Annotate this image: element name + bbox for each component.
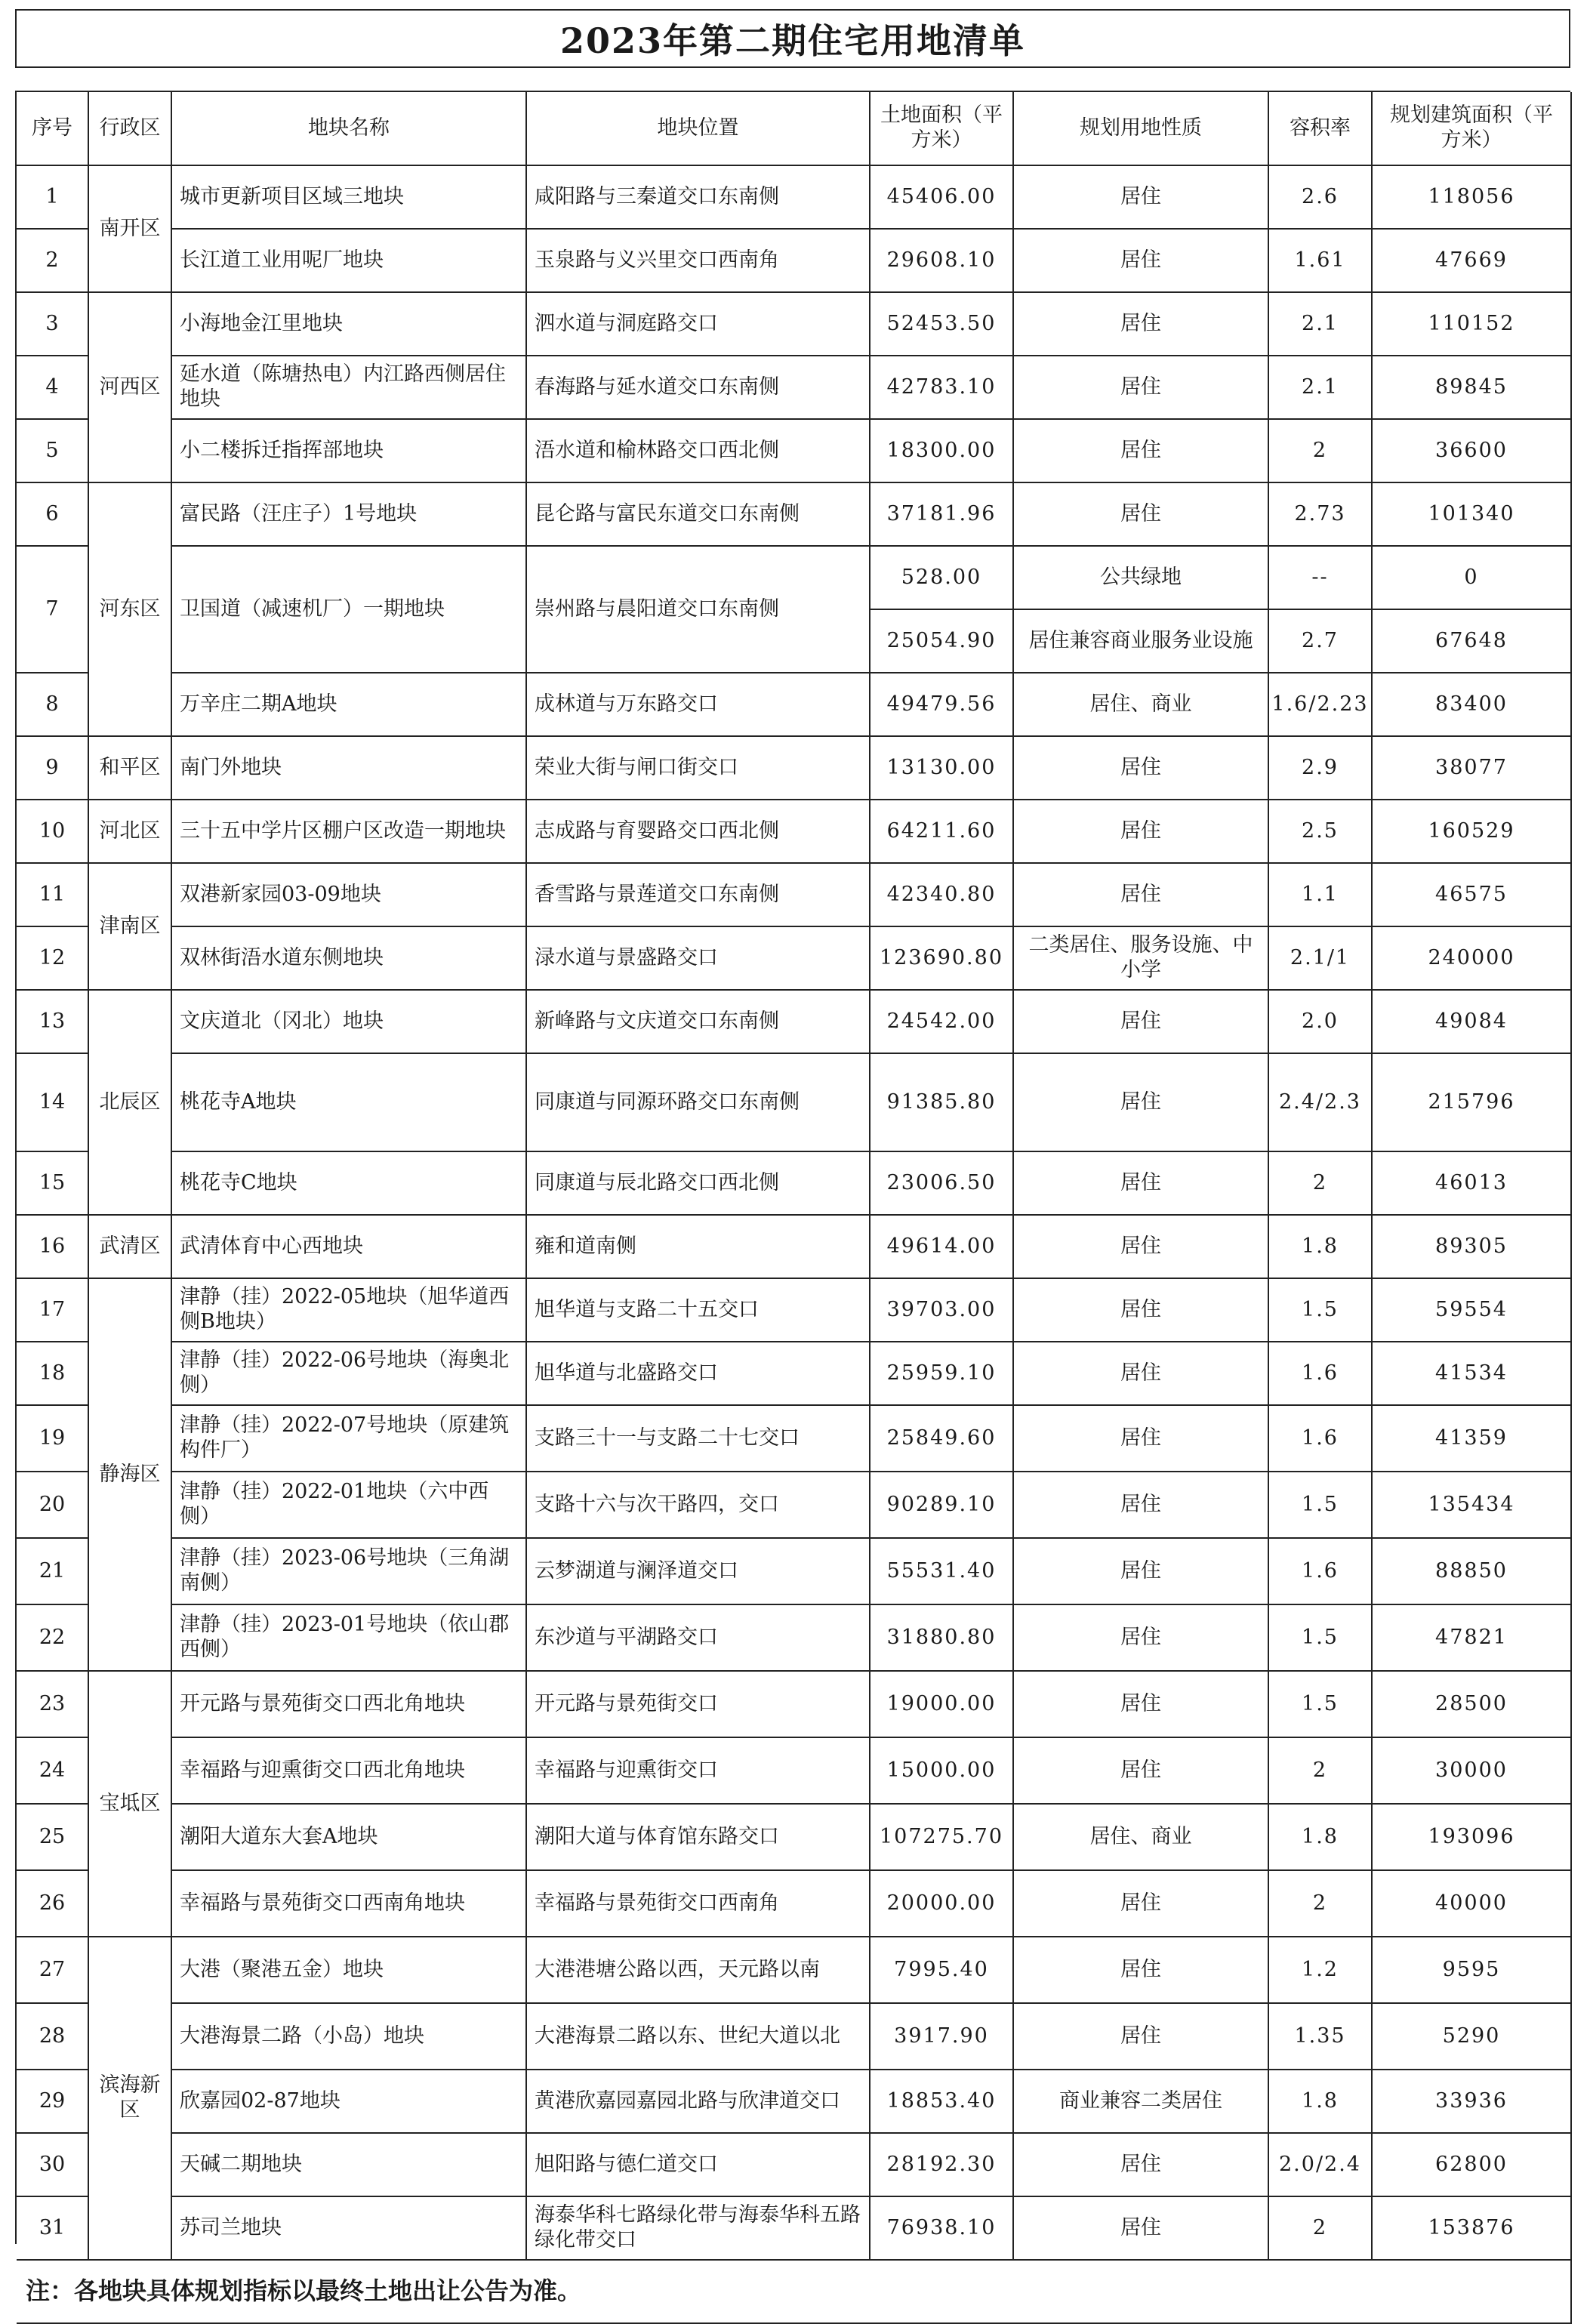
cell-building-area: 9595 bbox=[1373, 1937, 1572, 2004]
header-seq: 序号 bbox=[17, 92, 89, 166]
cell-parcel-name: 津静（挂）2023-01号地块（依山郡西侧） bbox=[172, 1605, 527, 1672]
cell-seq: 21 bbox=[17, 1539, 89, 1605]
cell-location: 昆仑路与富民东道交口东南侧 bbox=[527, 483, 870, 547]
cell-building-area: 47821 bbox=[1373, 1605, 1572, 1672]
district-cell: 河东区 bbox=[89, 483, 172, 737]
cell-seq: 30 bbox=[17, 2134, 89, 2197]
district-cell: 武清区 bbox=[89, 1216, 172, 1279]
cell-land-area: 18853.40 bbox=[870, 2070, 1014, 2134]
cell-seq: 14 bbox=[17, 1054, 89, 1152]
cell-land-area: 7995.40 bbox=[870, 1937, 1014, 2004]
cell-parcel-name: 幸福路与迎熏街交口西北角地块 bbox=[172, 1738, 527, 1805]
cell-building-area: 40000 bbox=[1373, 1871, 1572, 1937]
cell-seq: 15 bbox=[17, 1152, 89, 1216]
cell-far: 2.7 bbox=[1269, 610, 1373, 673]
cell-building-area: 88850 bbox=[1373, 1539, 1572, 1605]
cell-far: 1.5 bbox=[1269, 1672, 1373, 1738]
cell-far: 1.5 bbox=[1269, 1279, 1373, 1342]
cell-parcel-name: 南门外地块 bbox=[172, 737, 527, 800]
cell-building-area: 215796 bbox=[1373, 1054, 1572, 1152]
cell-far: 2.6 bbox=[1269, 166, 1373, 230]
cell-location: 同康道与辰北路交口西北侧 bbox=[527, 1152, 870, 1216]
cell-building-area: 135434 bbox=[1373, 1472, 1572, 1539]
cell-parcel-name: 武清体育中心西地块 bbox=[172, 1216, 527, 1279]
cell-land-use: 居住 bbox=[1014, 1216, 1269, 1279]
cell-building-area: 41534 bbox=[1373, 1342, 1572, 1406]
cell-parcel-name: 长江道工业用呢厂地块 bbox=[172, 230, 527, 293]
cell-far: 1.2 bbox=[1269, 1937, 1373, 2004]
page-title: 2023年第二期住宅用地清单 bbox=[15, 9, 1570, 68]
cell-parcel-name: 卫国道（减速机厂）一期地块 bbox=[172, 547, 527, 673]
cell-building-area: 101340 bbox=[1373, 483, 1572, 547]
cell-parcel-name: 桃花寺A地块 bbox=[172, 1054, 527, 1152]
cell-land-area: 107275.70 bbox=[870, 1805, 1014, 1871]
cell-seq: 23 bbox=[17, 1672, 89, 1738]
cell-land-area: 91385.80 bbox=[870, 1054, 1014, 1152]
cell-land-area: 123690.80 bbox=[870, 927, 1014, 991]
cell-far: 1.6 bbox=[1269, 1406, 1373, 1472]
cell-land-use: 居住、商业 bbox=[1014, 1805, 1269, 1871]
cell-land-use: 居住 bbox=[1014, 2004, 1269, 2070]
cell-far: -- bbox=[1269, 547, 1373, 610]
cell-land-use: 居住 bbox=[1014, 2197, 1269, 2261]
cell-parcel-name: 潮阳大道东大套A地块 bbox=[172, 1805, 527, 1871]
cell-seq: 10 bbox=[17, 800, 89, 864]
cell-land-use: 居住 bbox=[1014, 293, 1269, 356]
cell-location: 支路三十一与支路二十七交口 bbox=[527, 1406, 870, 1472]
cell-seq: 28 bbox=[17, 2004, 89, 2070]
cell-location: 咸阳路与三秦道交口东南侧 bbox=[527, 166, 870, 230]
cell-land-use: 居住、商业 bbox=[1014, 673, 1269, 737]
header-district: 行政区 bbox=[89, 92, 172, 166]
district-cell: 滨海新区 bbox=[89, 1937, 172, 2261]
cell-land-area: 42783.10 bbox=[870, 356, 1014, 420]
cell-land-use: 居住 bbox=[1014, 2134, 1269, 2197]
cell-location: 成林道与万东路交口 bbox=[527, 673, 870, 737]
cell-seq: 12 bbox=[17, 927, 89, 991]
cell-parcel-name: 万辛庄二期A地块 bbox=[172, 673, 527, 737]
cell-parcel-name: 津静（挂）2022-07号地块（原建筑构件厂） bbox=[172, 1406, 527, 1472]
cell-location: 黄港欣嘉园嘉园北路与欣津道交口 bbox=[527, 2070, 870, 2134]
cell-building-area: 110152 bbox=[1373, 293, 1572, 356]
cell-seq: 6 bbox=[17, 483, 89, 547]
cell-land-use: 居住 bbox=[1014, 420, 1269, 483]
cell-land-area: 19000.00 bbox=[870, 1672, 1014, 1738]
cell-land-area: 52453.50 bbox=[870, 293, 1014, 356]
cell-building-area: 41359 bbox=[1373, 1406, 1572, 1472]
cell-seq: 20 bbox=[17, 1472, 89, 1539]
cell-land-use: 居住 bbox=[1014, 1871, 1269, 1937]
cell-far: 2.73 bbox=[1269, 483, 1373, 547]
cell-land-use: 居住兼容商业服务业设施 bbox=[1014, 610, 1269, 673]
cell-land-area: 23006.50 bbox=[870, 1152, 1014, 1216]
cell-far: 1.35 bbox=[1269, 2004, 1373, 2070]
cell-seq: 26 bbox=[17, 1871, 89, 1937]
cell-land-use: 居住 bbox=[1014, 1539, 1269, 1605]
cell-land-area: 18300.00 bbox=[870, 420, 1014, 483]
cell-far: 2 bbox=[1269, 1871, 1373, 1937]
cell-land-use: 居住 bbox=[1014, 1605, 1269, 1672]
cell-building-area: 30000 bbox=[1373, 1738, 1572, 1805]
cell-far: 1.61 bbox=[1269, 230, 1373, 293]
cell-far: 1.8 bbox=[1269, 2070, 1373, 2134]
cell-land-area: 39703.00 bbox=[870, 1279, 1014, 1342]
cell-land-use: 居住 bbox=[1014, 1672, 1269, 1738]
cell-land-area: 25849.60 bbox=[870, 1406, 1014, 1472]
cell-land-use: 居住 bbox=[1014, 1279, 1269, 1342]
cell-building-area: 240000 bbox=[1373, 927, 1572, 991]
cell-location: 幸福路与迎熏街交口 bbox=[527, 1738, 870, 1805]
cell-building-area: 46575 bbox=[1373, 864, 1572, 927]
cell-parcel-name: 开元路与景苑街交口西北角地块 bbox=[172, 1672, 527, 1738]
cell-seq: 2 bbox=[17, 230, 89, 293]
cell-far: 1.5 bbox=[1269, 1472, 1373, 1539]
cell-seq: 18 bbox=[17, 1342, 89, 1406]
cell-parcel-name: 津静（挂）2023-06号地块（三角湖南侧） bbox=[172, 1539, 527, 1605]
cell-seq: 11 bbox=[17, 864, 89, 927]
cell-location: 同康道与同源环路交口东南侧 bbox=[527, 1054, 870, 1152]
cell-building-area: 33936 bbox=[1373, 2070, 1572, 2134]
cell-land-area: 31880.80 bbox=[870, 1605, 1014, 1672]
cell-building-area: 83400 bbox=[1373, 673, 1572, 737]
cell-seq: 3 bbox=[17, 293, 89, 356]
cell-land-use: 居住 bbox=[1014, 1738, 1269, 1805]
cell-land-area: 49614.00 bbox=[870, 1216, 1014, 1279]
cell-building-area: 160529 bbox=[1373, 800, 1572, 864]
cell-land-area: 15000.00 bbox=[870, 1738, 1014, 1805]
cell-land-area: 528.00 bbox=[870, 547, 1014, 610]
footnote: 注：各地块具体规划指标以最终土地出让公告为准。 bbox=[17, 2261, 1572, 2324]
cell-location: 浯水道和榆林路交口西北侧 bbox=[527, 420, 870, 483]
land-table bbox=[15, 91, 1570, 2306]
cell-seq: 27 bbox=[17, 1937, 89, 2004]
cell-land-area: 20000.00 bbox=[870, 1871, 1014, 1937]
header-location: 地块位置 bbox=[527, 92, 870, 166]
cell-parcel-name: 大港（聚港五金）地块 bbox=[172, 1937, 527, 2004]
cell-land-use: 居住 bbox=[1014, 1342, 1269, 1406]
cell-parcel-name: 津静（挂）2022-05地块（旭华道西侧B地块） bbox=[172, 1279, 527, 1342]
cell-land-use: 居住 bbox=[1014, 991, 1269, 1054]
cell-location: 玉泉路与义兴里交口西南角 bbox=[527, 230, 870, 293]
cell-parcel-name: 小海地金江里地块 bbox=[172, 293, 527, 356]
cell-land-use: 居住 bbox=[1014, 166, 1269, 230]
cell-parcel-name: 双港新家园03-09地块 bbox=[172, 864, 527, 927]
cell-far: 1.8 bbox=[1269, 1805, 1373, 1871]
cell-location: 渌水道与景盛路交口 bbox=[527, 927, 870, 991]
cell-land-area: 55531.40 bbox=[870, 1539, 1014, 1605]
cell-seq: 17 bbox=[17, 1279, 89, 1342]
cell-parcel-name: 津静（挂）2022-01地块（六中西侧） bbox=[172, 1472, 527, 1539]
district-cell: 南开区 bbox=[89, 166, 172, 293]
cell-far: 1.6 bbox=[1269, 1539, 1373, 1605]
cell-land-area: 24542.00 bbox=[870, 991, 1014, 1054]
cell-seq: 25 bbox=[17, 1805, 89, 1871]
cell-seq: 16 bbox=[17, 1216, 89, 1279]
cell-far: 2.4/2.3 bbox=[1269, 1054, 1373, 1152]
district-cell: 宝坻区 bbox=[89, 1672, 172, 1937]
cell-land-use: 公共绿地 bbox=[1014, 547, 1269, 610]
cell-parcel-name: 三十五中学片区棚户区改造一期地块 bbox=[172, 800, 527, 864]
header-far: 容积率 bbox=[1269, 92, 1373, 166]
cell-land-area: 25959.10 bbox=[870, 1342, 1014, 1406]
cell-seq: 13 bbox=[17, 991, 89, 1054]
cell-far: 2 bbox=[1269, 2197, 1373, 2261]
header-use: 规划用地性质 bbox=[1014, 92, 1269, 166]
cell-land-area: 37181.96 bbox=[870, 483, 1014, 547]
cell-location: 泗水道与洞庭路交口 bbox=[527, 293, 870, 356]
district-cell: 和平区 bbox=[89, 737, 172, 800]
cell-location: 春海路与延水道交口东南侧 bbox=[527, 356, 870, 420]
header-name: 地块名称 bbox=[172, 92, 527, 166]
district-cell: 河西区 bbox=[89, 293, 172, 483]
cell-land-area: 76938.10 bbox=[870, 2197, 1014, 2261]
cell-location: 开元路与景苑街交口 bbox=[527, 1672, 870, 1738]
cell-land-use: 居住 bbox=[1014, 864, 1269, 927]
cell-parcel-name: 文庆道北（冈北）地块 bbox=[172, 991, 527, 1054]
cell-seq: 1 bbox=[17, 166, 89, 230]
cell-land-area: 90289.10 bbox=[870, 1472, 1014, 1539]
cell-seq: 19 bbox=[17, 1406, 89, 1472]
cell-land-area: 64211.60 bbox=[870, 800, 1014, 864]
cell-location: 云梦湖道与澜泽道交口 bbox=[527, 1539, 870, 1605]
cell-land-use: 居住 bbox=[1014, 1937, 1269, 2004]
cell-seq: 24 bbox=[17, 1738, 89, 1805]
cell-building-area: 59554 bbox=[1373, 1279, 1572, 1342]
cell-land-use: 二类居住、服务设施、中小学 bbox=[1014, 927, 1269, 991]
cell-far: 2 bbox=[1269, 1738, 1373, 1805]
district-cell: 北辰区 bbox=[89, 991, 172, 1216]
cell-building-area: 36600 bbox=[1373, 420, 1572, 483]
cell-seq: 22 bbox=[17, 1605, 89, 1672]
cell-location: 旭华道与北盛路交口 bbox=[527, 1342, 870, 1406]
cell-location: 大港海景二路以东、世纪大道以北 bbox=[527, 2004, 870, 2070]
cell-land-use: 居住 bbox=[1014, 483, 1269, 547]
cell-far: 1.5 bbox=[1269, 1605, 1373, 1672]
cell-building-area: 67648 bbox=[1373, 610, 1572, 673]
district-cell: 河北区 bbox=[89, 800, 172, 864]
cell-far: 2.0 bbox=[1269, 991, 1373, 1054]
cell-far: 2.5 bbox=[1269, 800, 1373, 864]
cell-seq: 8 bbox=[17, 673, 89, 737]
cell-far: 2 bbox=[1269, 420, 1373, 483]
cell-building-area: 89305 bbox=[1373, 1216, 1572, 1279]
cell-parcel-name: 城市更新项目区域三地块 bbox=[172, 166, 527, 230]
cell-location: 新峰路与文庆道交口东南侧 bbox=[527, 991, 870, 1054]
cell-building-area: 62800 bbox=[1373, 2134, 1572, 2197]
cell-building-area: 49084 bbox=[1373, 991, 1572, 1054]
cell-far: 2 bbox=[1269, 1152, 1373, 1216]
cell-land-area: 49479.56 bbox=[870, 673, 1014, 737]
cell-location: 幸福路与景苑街交口西南角 bbox=[527, 1871, 870, 1937]
cell-far: 2.0/2.4 bbox=[1269, 2134, 1373, 2197]
cell-land-area: 45406.00 bbox=[870, 166, 1014, 230]
cell-parcel-name: 津静（挂）2022-06号地块（海奥北侧） bbox=[172, 1342, 527, 1406]
cell-land-area: 25054.90 bbox=[870, 610, 1014, 673]
cell-land-use: 居住 bbox=[1014, 1152, 1269, 1216]
cell-location: 旭华道与支路二十五交口 bbox=[527, 1279, 870, 1342]
cell-land-area: 29608.10 bbox=[870, 230, 1014, 293]
cell-seq: 9 bbox=[17, 737, 89, 800]
cell-seq: 4 bbox=[17, 356, 89, 420]
cell-land-use: 居住 bbox=[1014, 230, 1269, 293]
cell-land-area: 13130.00 bbox=[870, 737, 1014, 800]
cell-land-use: 居住 bbox=[1014, 1406, 1269, 1472]
cell-far: 1.6 bbox=[1269, 1342, 1373, 1406]
cell-parcel-name: 幸福路与景苑街交口西南角地块 bbox=[172, 1871, 527, 1937]
cell-building-area: 153876 bbox=[1373, 2197, 1572, 2261]
cell-location: 志成路与育婴路交口西北侧 bbox=[527, 800, 870, 864]
cell-location: 荣业大街与闸口街交口 bbox=[527, 737, 870, 800]
cell-land-area: 3917.90 bbox=[870, 2004, 1014, 2070]
cell-building-area: 193096 bbox=[1373, 1805, 1572, 1871]
cell-location: 支路十六与次干路四，交口 bbox=[527, 1472, 870, 1539]
cell-land-area: 28192.30 bbox=[870, 2134, 1014, 2197]
cell-building-area: 89845 bbox=[1373, 356, 1572, 420]
cell-building-area: 38077 bbox=[1373, 737, 1572, 800]
cell-land-use: 居住 bbox=[1014, 737, 1269, 800]
cell-parcel-name: 双林街浯水道东侧地块 bbox=[172, 927, 527, 991]
cell-parcel-name: 欣嘉园02-87地块 bbox=[172, 2070, 527, 2134]
cell-building-area: 46013 bbox=[1373, 1152, 1572, 1216]
district-cell: 津南区 bbox=[89, 864, 172, 991]
district-cell: 静海区 bbox=[89, 1279, 172, 1672]
header-building-area: 规划建筑面积（平方米） bbox=[1373, 92, 1572, 166]
cell-land-use: 商业兼容二类居住 bbox=[1014, 2070, 1269, 2134]
cell-seq: 7 bbox=[17, 547, 89, 673]
cell-parcel-name: 小二楼拆迁指挥部地块 bbox=[172, 420, 527, 483]
cell-far: 2.1 bbox=[1269, 293, 1373, 356]
cell-parcel-name: 桃花寺C地块 bbox=[172, 1152, 527, 1216]
cell-land-use: 居住 bbox=[1014, 356, 1269, 420]
cell-land-use: 居住 bbox=[1014, 1054, 1269, 1152]
cell-seq: 5 bbox=[17, 420, 89, 483]
cell-parcel-name: 大港海景二路（小岛）地块 bbox=[172, 2004, 527, 2070]
cell-seq: 31 bbox=[17, 2197, 89, 2261]
cell-far: 1.8 bbox=[1269, 1216, 1373, 1279]
cell-location: 潮阳大道与体育馆东路交口 bbox=[527, 1805, 870, 1871]
cell-far: 2.1/1 bbox=[1269, 927, 1373, 991]
cell-building-area: 118056 bbox=[1373, 166, 1572, 230]
cell-location: 香雪路与景莲道交口东南侧 bbox=[527, 864, 870, 927]
cell-location: 崇州路与晨阳道交口东南侧 bbox=[527, 547, 870, 673]
cell-location: 旭阳路与德仁道交口 bbox=[527, 2134, 870, 2197]
cell-location: 东沙道与平湖路交口 bbox=[527, 1605, 870, 1672]
cell-parcel-name: 天碱二期地块 bbox=[172, 2134, 527, 2197]
cell-parcel-name: 延水道（陈塘热电）内江路西侧居住地块 bbox=[172, 356, 527, 420]
cell-far: 2.9 bbox=[1269, 737, 1373, 800]
cell-location: 海泰华科七路绿化带与海泰华科五路绿化带交口 bbox=[527, 2197, 870, 2261]
header-area: 土地面积（平方米） bbox=[870, 92, 1014, 166]
cell-building-area: 28500 bbox=[1373, 1672, 1572, 1738]
cell-building-area: 0 bbox=[1373, 547, 1572, 610]
cell-far: 1.1 bbox=[1269, 864, 1373, 927]
cell-parcel-name: 富民路（汪庄子）1号地块 bbox=[172, 483, 527, 547]
cell-location: 雍和道南侧 bbox=[527, 1216, 870, 1279]
cell-building-area: 47669 bbox=[1373, 230, 1572, 293]
cell-location: 大港港塘公路以西，天元路以南 bbox=[527, 1937, 870, 2004]
cell-land-use: 居住 bbox=[1014, 800, 1269, 864]
cell-seq: 29 bbox=[17, 2070, 89, 2134]
cell-land-use: 居住 bbox=[1014, 1472, 1269, 1539]
cell-parcel-name: 苏司兰地块 bbox=[172, 2197, 527, 2261]
cell-far: 2.1 bbox=[1269, 356, 1373, 420]
cell-building-area: 5290 bbox=[1373, 2004, 1572, 2070]
cell-land-area: 42340.80 bbox=[870, 864, 1014, 927]
cell-far: 1.6/2.23 bbox=[1269, 673, 1373, 737]
